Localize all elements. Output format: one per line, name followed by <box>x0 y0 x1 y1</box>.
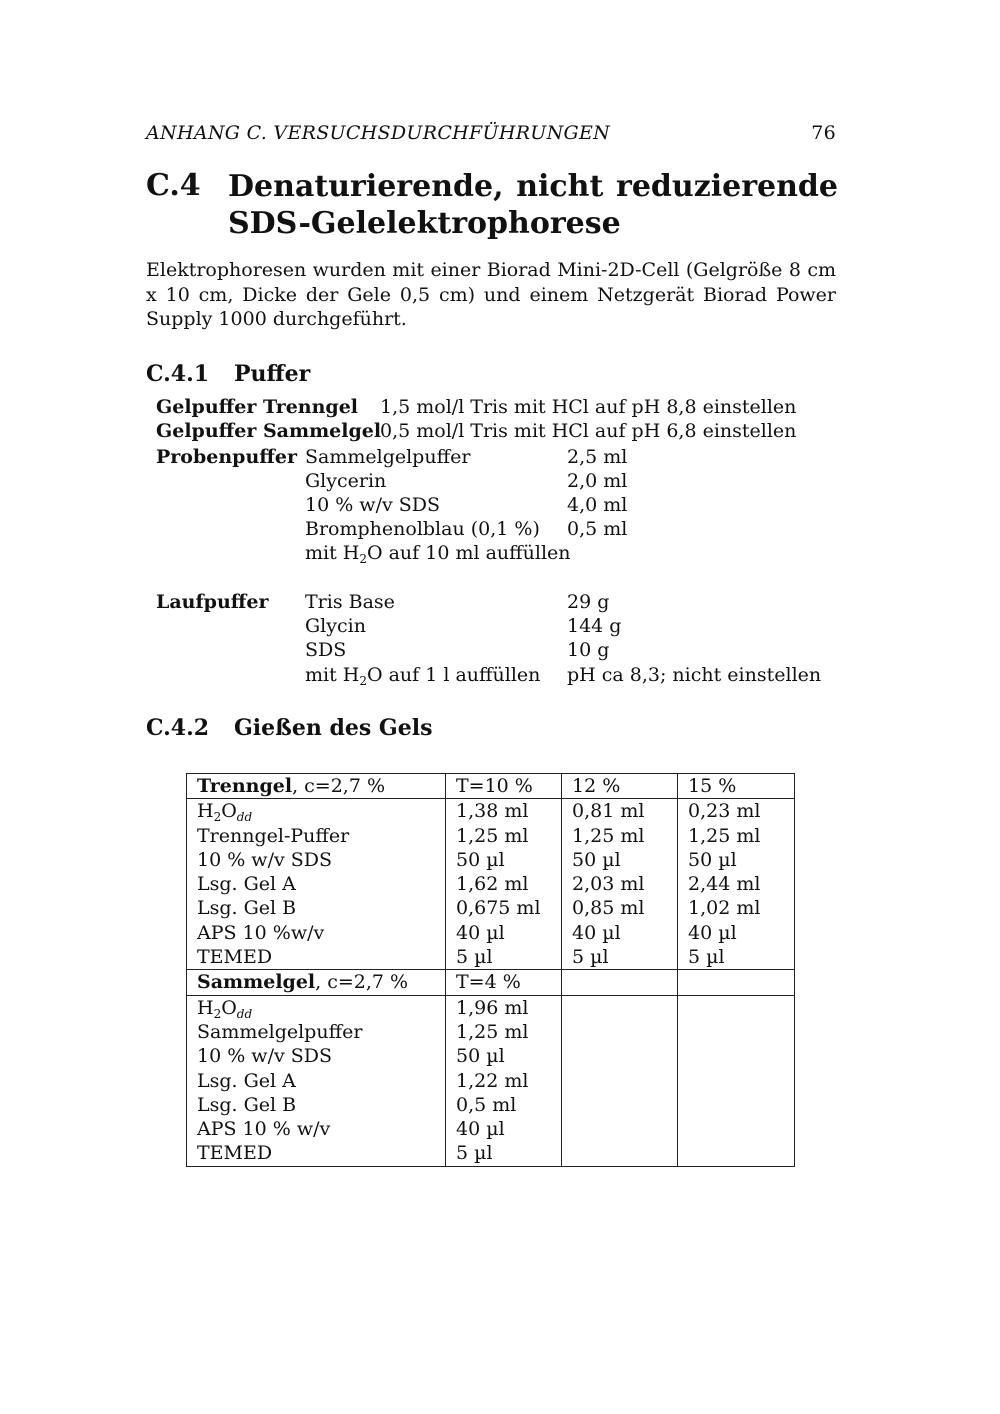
table-row <box>187 1069 795 1093</box>
table-row <box>187 1020 795 1044</box>
amount-cell: 2,44 ml <box>678 872 795 896</box>
amount-cell <box>562 1020 678 1044</box>
component-label: 10 % w/v SDS <box>187 848 446 872</box>
amount-cell: 0,81 ml <box>562 799 678 824</box>
amount-cell <box>562 1044 678 1068</box>
subsection-number-gel: C.4.2 <box>146 715 210 741</box>
component-label: $H_2O_{dd}$ <box>187 995 446 1020</box>
amount-cell: 40 µl <box>562 921 678 945</box>
laufpuffer-component: Tris Base <box>305 591 395 613</box>
amount-cell <box>562 1069 678 1093</box>
table-row <box>187 872 795 896</box>
gelpuffer-sammelgel-label: Gelpuffer Sammelgel <box>156 420 382 442</box>
component-label: TEMED <box>187 1141 446 1166</box>
gelpuffer-trenngel-text: 1,5 mol/l Tris mit HCl auf pH 8,8 einstellen <box>380 396 797 418</box>
amount-cell: 1,25 ml <box>562 824 678 848</box>
subsection-number-puffer: C.4.1 <box>146 361 210 387</box>
running-header <box>146 122 836 144</box>
amount-cell: 1,02 ml <box>678 896 795 920</box>
sammelgel-concentration: , c=2,7 % <box>315 971 409 994</box>
amount-cell: 0,85 ml <box>562 896 678 920</box>
amount-cell <box>678 1141 795 1166</box>
probenpuffer-component: Glycerin <box>305 470 387 492</box>
component-label: APS 10 % w/v <box>187 1117 446 1141</box>
component-label: Lsg. Gel B <box>187 896 446 920</box>
component-label: 10 % w/v SDS <box>187 1044 446 1068</box>
probenpuffer-amount: 2,5 ml <box>567 446 628 468</box>
laufpuffer-amount: 144 g <box>567 615 622 637</box>
amount-cell <box>562 995 678 1020</box>
amount-cell: 0,5 ml <box>446 1093 562 1117</box>
amount-cell: 5 µl <box>446 945 562 970</box>
column-header: 12 % <box>562 774 678 799</box>
section-title: Denaturierende, nicht reduzierende SDS-Gelelektrophorese <box>228 169 838 241</box>
component-label: Lsg. Gel A <box>187 872 446 896</box>
laufpuffer-amount: 10 g <box>567 639 610 661</box>
table-row <box>187 995 795 1020</box>
table-row <box>187 1141 795 1166</box>
laufpuffer-fill-note: pH ca 8,3; nicht einstellen <box>567 664 822 686</box>
component-label: Sammelgelpuffer <box>187 1020 446 1044</box>
component-label: Trenngel-Puffer <box>187 824 446 848</box>
laufpuffer-component: Glycin <box>305 615 366 637</box>
column-header <box>678 970 795 995</box>
amount-cell: 40 µl <box>678 921 795 945</box>
laufpuffer-amount: 29 g <box>567 591 610 613</box>
amount-cell: 50 µl <box>562 848 678 872</box>
gel-recipe-table <box>186 773 795 1167</box>
column-header: T=10 % <box>446 774 562 799</box>
amount-cell <box>562 1117 678 1141</box>
amount-cell: 1,96 ml <box>446 995 562 1020</box>
amount-cell <box>678 1044 795 1068</box>
probenpuffer-label: Probenpuffer <box>156 446 297 468</box>
probenpuffer-amount: 0,5 ml <box>567 518 628 540</box>
amount-cell: 1,25 ml <box>678 824 795 848</box>
gelpuffer-sammelgel-text: 0,5 mol/l Tris mit HCl auf pH 6,8 einstellen <box>380 420 797 442</box>
amount-cell: 1,38 ml <box>446 799 562 824</box>
component-label: Lsg. Gel B <box>187 1093 446 1117</box>
trenngel-concentration: , c=2,7 % <box>292 775 386 797</box>
probenpuffer-fill-instruction: mit $H_2O$ auf 10 ml auffüllen <box>305 542 571 566</box>
trenngel-header-row <box>187 774 795 799</box>
table-row <box>187 921 795 945</box>
amount-cell <box>562 1141 678 1166</box>
amount-cell: 0,675 ml <box>446 896 562 920</box>
amount-cell: 1,22 ml <box>446 1069 562 1093</box>
amount-cell: 0,23 ml <box>678 799 795 824</box>
amount-cell: 40 µl <box>446 921 562 945</box>
section-number: C.4 <box>146 168 201 203</box>
table-row <box>187 1044 795 1068</box>
table-row <box>187 945 795 970</box>
component-label: $H_2O_{dd}$ <box>187 799 446 824</box>
amount-cell: 5 µl <box>446 1141 562 1166</box>
intro-paragraph: Elektrophoresen wurden mit einer Biorad Mini-2D-Cell (Gelgröße 8 cm x 10 cm, Dicke der Gele 0,5 cm) und einem Netzgerät Biorad Power Supply 1000 durchgeführt. <box>146 259 836 330</box>
amount-cell: 1,25 ml <box>446 824 562 848</box>
table-row <box>187 848 795 872</box>
sammelgel-header-row <box>187 970 795 995</box>
laufpuffer-fill-instruction: mit $H_2O$ auf 1 l auffüllen <box>305 664 541 688</box>
subsection-title-puffer: Puffer <box>234 361 311 387</box>
component-label: APS 10 %w/v <box>187 921 446 945</box>
sammelgel-title: Sammelgel <box>197 971 316 994</box>
amount-cell <box>562 1093 678 1117</box>
amount-cell: 1,25 ml <box>446 1020 562 1044</box>
probenpuffer-amount: 2,0 ml <box>567 470 628 492</box>
amount-cell <box>678 1117 795 1141</box>
amount-cell: 50 µl <box>446 848 562 872</box>
probenpuffer-component: Bromphenolblau (0,1 %) <box>305 518 540 540</box>
laufpuffer-component: SDS <box>305 639 347 661</box>
table-row <box>187 799 795 824</box>
component-label: TEMED <box>187 945 446 970</box>
probenpuffer-component: 10 % w/v SDS <box>305 494 441 516</box>
gelpuffer-trenngel-label: Gelpuffer Trenngel <box>156 396 359 418</box>
amount-cell: 5 µl <box>678 945 795 970</box>
amount-cell <box>678 1020 795 1044</box>
table-row <box>187 1117 795 1141</box>
running-title: ANHANG C. VERSUCHSDURCHFÜHRUNGEN <box>146 122 611 144</box>
trenngel-title: Trenngel <box>197 775 293 797</box>
page-number: 76 <box>811 122 836 144</box>
amount-cell: 1,62 ml <box>446 872 562 896</box>
subsection-title-gel: Gießen des Gels <box>234 715 433 741</box>
amount-cell: 5 µl <box>562 945 678 970</box>
amount-cell <box>678 995 795 1020</box>
table-row <box>187 824 795 848</box>
laufpuffer-label: Laufpuffer <box>156 591 269 613</box>
column-header: T=4 % <box>446 970 562 995</box>
amount-cell <box>678 1093 795 1117</box>
amount-cell: 50 µl <box>678 848 795 872</box>
sammelgel-header-cell <box>187 970 446 995</box>
probenpuffer-amount: 4,0 ml <box>567 494 628 516</box>
column-header: 15 % <box>678 774 795 799</box>
table-row <box>187 1093 795 1117</box>
column-header <box>562 970 678 995</box>
amount-cell <box>678 1069 795 1093</box>
component-label: Lsg. Gel A <box>187 1069 446 1093</box>
amount-cell: 2,03 ml <box>562 872 678 896</box>
probenpuffer-component: Sammelgelpuffer <box>305 446 471 468</box>
amount-cell: 40 µl <box>446 1117 562 1141</box>
trenngel-header-cell <box>187 774 446 799</box>
amount-cell: 50 µl <box>446 1044 562 1068</box>
table-row <box>187 896 795 920</box>
